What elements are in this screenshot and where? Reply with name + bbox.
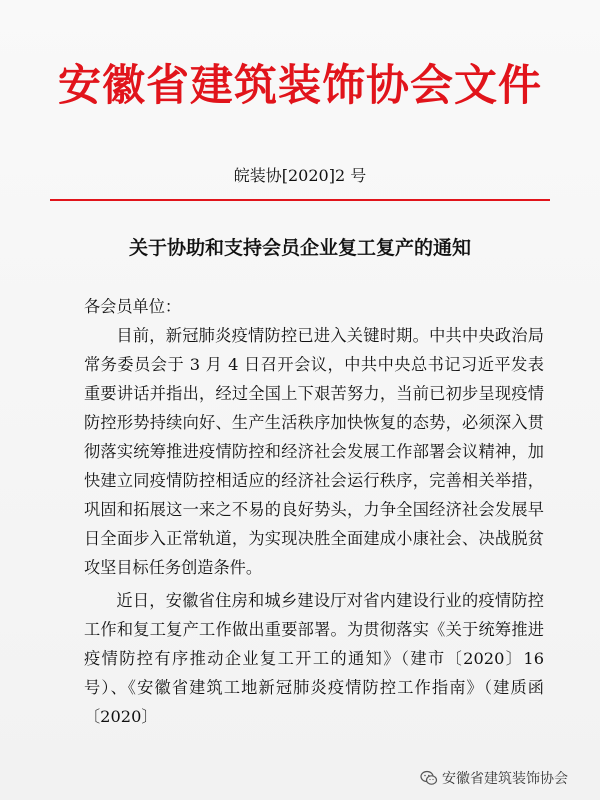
document-number: 皖装协[2020]2 号 [233,166,367,185]
watermark-label: 安徽省建筑装饰协会 [442,771,568,787]
notice-title: 关于协助和支持会员企业复工复产的通知 [128,237,471,259]
paragraph-1: 目前，新冠肺炎疫情防控已进入关键时期。中共中央政治局常务委员会于 3 月 4 日召开会议，中共中央总书记习近平发表重要讲话并指出，经过全国上下艰苦努力，当前已初步呈现疫情防控形势持续向好、生产生活秩序加快恢复的态势，必须深入贯彻落实统筹推进疫情防控和经济社会发展工作部署会议精神，加快建立同疫情防控相适应的经济社会运行秩序，完善相关举措，巩固和拓展这一来之不易的良好势头，力争全国经济社会发展早日全面步入正常轨道，为实现决胜全面建成小康社会、决战脱贫攻坚目标任务创造条件。 [84,326,544,577]
wechat-watermark [420,768,568,788]
notice-body [84,292,544,731]
wechat-icon [420,769,438,787]
paragraph-2: 近日，安徽省住房和城乡建设厅对省内建设行业的疫情防控工作和复工复产工作做出重要部署。为贯彻落实《关于统筹推进疫情防控有序推动企业复工开工的通知》（建市〔2020〕16 号）、《安徽省建筑工地新冠肺炎疫情防控工作指南》（建质函〔2020〕 [84,591,544,726]
document-header-title: 安徽省建筑装饰协会文件 [58,61,542,111]
red-divider-line [50,199,550,201]
salutation: 各会员单位： [84,297,182,316]
